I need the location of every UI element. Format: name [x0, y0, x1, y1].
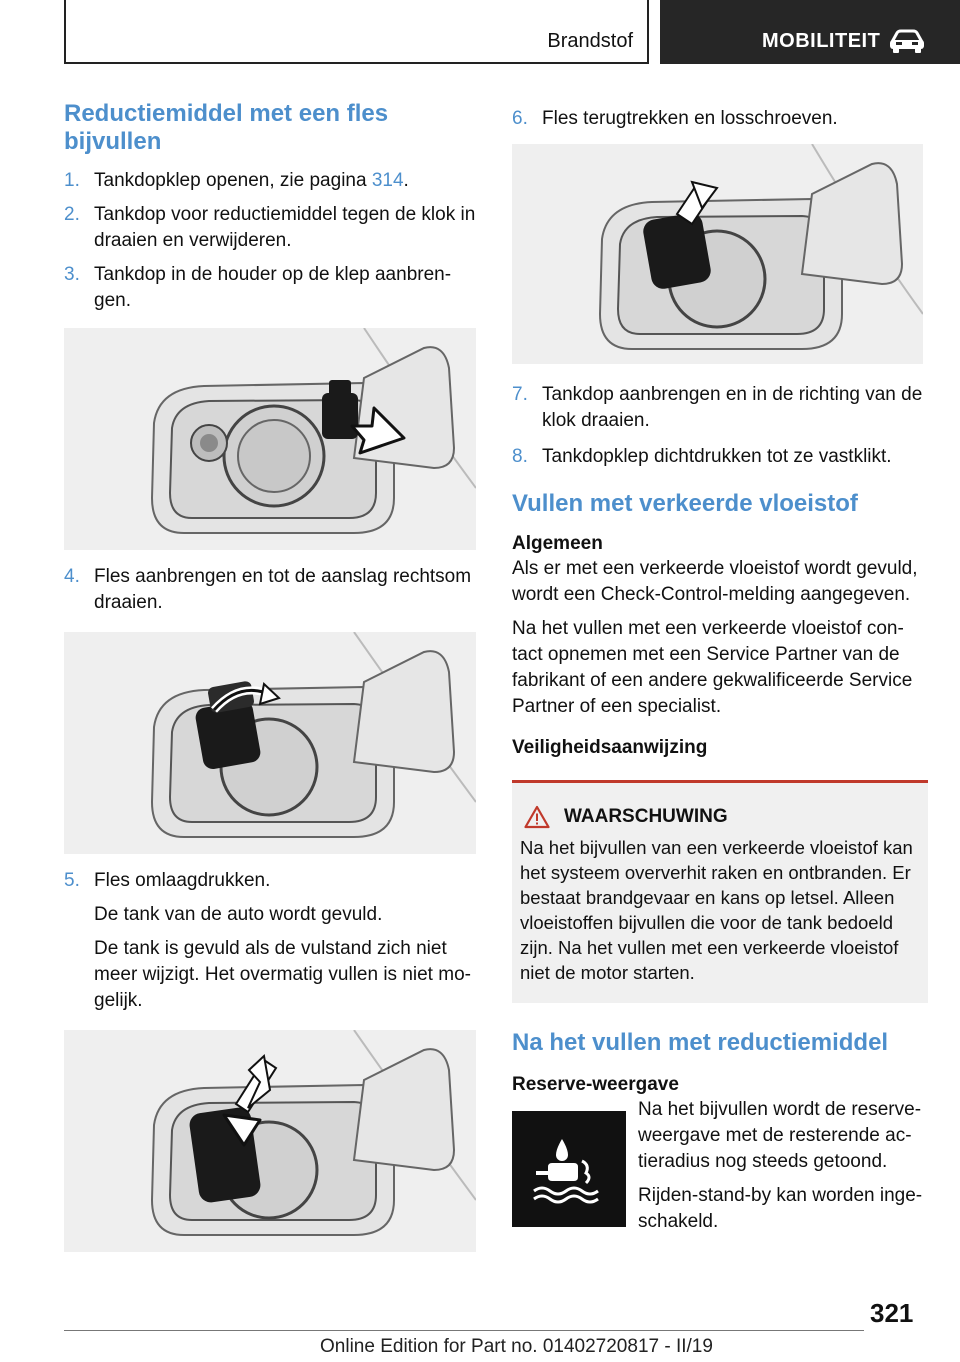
- step-text: Tankdop voor reductiemiddel tegen de klok in draaien en verwijderen.: [94, 204, 476, 251]
- step-text-extra: De tank is gevuld als de vulstand zich niet meer wijzigt. Het overmatig vullen is niet mo‐ gelijk.: [94, 938, 471, 1011]
- reserve-text-2: Rijden-stand-by kan worden inge‐ schakeld.: [638, 1185, 923, 1232]
- reserve-text-1: Na het bijvullen wordt de reserve‐ weergave met de resterende ac‐ tieradius nog steeds getoond.: [638, 1099, 922, 1172]
- step-number: 8.: [512, 446, 528, 467]
- step-text: Tankdop aanbrengen en in de richting van de klok draaien.: [542, 384, 923, 431]
- step-8: [512, 444, 928, 470]
- step-5: [64, 868, 476, 1014]
- reductant-reserve-icon: [512, 1111, 626, 1227]
- warning-text: Na het bijvullen van een verkeerde vloeistof kan het systeem oververhit raken en ontbranden. Er bestaat brandgevaar en kans op letsel. Alleen vloeistoffen bijvullen die voor de tank bedoeld zijn. Na het vullen met een verkeerde vloeistof niet de motor starten.: [520, 837, 913, 983]
- section-heading-refill-bottle: Reductiemiddel met een fles bijvullen: [64, 100, 389, 155]
- step-text-part: Tankdopklep openen, zie pagina: [94, 170, 372, 191]
- step-text: Tankdopklep dichtdrukken tot ze vastklikt.: [542, 446, 892, 467]
- bottle-retract-illustration: [512, 144, 923, 364]
- fuel-door-illustration: [64, 328, 476, 550]
- step-text: [94, 868, 476, 1014]
- section-heading-wrong-fluid: Vullen met verkeerde vloeistof: [512, 490, 858, 517]
- step-text: Tankdop in de houder op de klep aanbren‐ gen.: [94, 264, 452, 311]
- step-number: 3.: [64, 264, 80, 285]
- step-7: [512, 382, 928, 434]
- step-number: 4.: [64, 566, 80, 587]
- step-4: [64, 564, 476, 616]
- step-1: [64, 168, 476, 194]
- warning-header: [520, 805, 920, 829]
- warning-title: WAARSCHUWING: [564, 806, 728, 827]
- warning-triangle-icon: [524, 805, 550, 829]
- reserve-display-text: [638, 1097, 928, 1235]
- step-text: [94, 168, 476, 194]
- step-6: [512, 106, 928, 132]
- subheading-general: Algemeen: [512, 533, 603, 554]
- subheading-safety: Veiligheidsaanwijzing: [512, 737, 708, 758]
- section-heading-after-refill: Na het vullen met reductiemiddel: [512, 1029, 889, 1056]
- step-2: [64, 202, 476, 254]
- figure-cap-in-holder: [64, 328, 476, 550]
- page-number: 321: [870, 1298, 914, 1328]
- header-chapter-title: MOBILITEIT: [762, 30, 881, 52]
- figure-bottle-retract: [512, 144, 923, 364]
- bottle-twist-illustration: [64, 632, 476, 854]
- step-number: 7.: [512, 384, 528, 405]
- header-section-box: [64, 0, 649, 64]
- step-number: 6.: [512, 108, 528, 129]
- step-text-part: .: [403, 170, 409, 191]
- step-text: Fles terugtrekken en losschroeven.: [542, 108, 838, 129]
- step-3: [64, 262, 476, 314]
- warning-box: [512, 780, 928, 1003]
- step-number: 1.: [64, 170, 80, 191]
- left-column: [64, 100, 476, 1252]
- step-text-main: Fles omlaagdrukken.: [94, 870, 271, 891]
- step-number: 5.: [64, 870, 80, 891]
- figure-bottle-twist: [64, 632, 476, 854]
- paragraph-check-control: Als er met een verkeerde vloeistof wordt gevuld, wordt een Check-Control-melding aangegeven.: [512, 558, 918, 605]
- header-section-title: Brandstof: [547, 30, 633, 52]
- reserve-display-block: [512, 1097, 928, 1247]
- car-icon: [888, 28, 926, 54]
- step-number: 2.: [64, 204, 80, 225]
- right-column: [512, 100, 928, 1247]
- paragraph-contact-service: Na het vullen met een verkeerde vloeistof con‐ tact opnemen met een Service Partner van de fabrikant of een andere gekwalificeerde Service Partner of een specialist.: [512, 618, 913, 717]
- step-text-extra: De tank van de auto wordt gevuld.: [94, 904, 383, 925]
- figure-bottle-press: [64, 1030, 476, 1252]
- footer-edition: Online Edition for Part no. 01402720817 - II/19: [320, 1336, 713, 1357]
- page-link[interactable]: 314: [371, 170, 404, 191]
- footer-divider: [64, 1330, 864, 1331]
- bottle-press-illustration: [64, 1030, 476, 1252]
- subheading-reserve-display: Reserve-weergave: [512, 1074, 679, 1095]
- header-chapter-box: [660, 0, 960, 64]
- step-text: Fles aanbrengen en tot de aanslag rechtsom draaien.: [94, 566, 472, 613]
